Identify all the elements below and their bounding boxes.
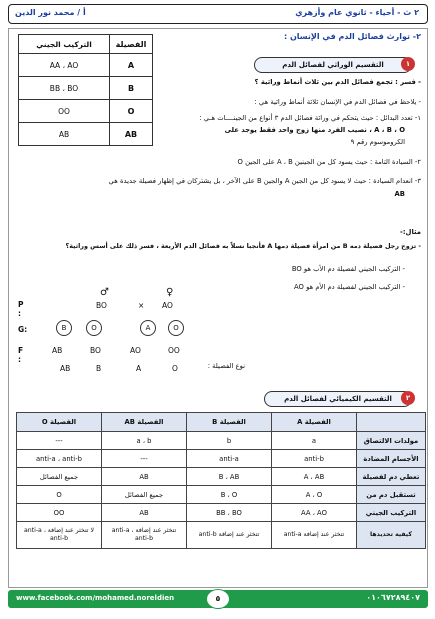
offspring-phenotype: O — [172, 364, 178, 373]
table-cell: O — [17, 486, 102, 504]
genetic-classification-heading — [254, 57, 412, 73]
table-cell: b — [187, 432, 272, 450]
table-cell: A ، AB — [272, 468, 357, 486]
genotype-cell: OO — [19, 100, 110, 123]
section-number-badge: ١ — [401, 57, 415, 71]
table-cell: AA ، AO — [272, 504, 357, 522]
offspring-genotype: OO — [168, 346, 180, 355]
page-header — [8, 4, 428, 24]
table-row — [19, 54, 153, 77]
heading-label: التقسيم الوراثي لفصائل الدم — [282, 61, 384, 69]
offspring-genotype: BO — [90, 346, 101, 355]
father-genotype: - التركيب الجيني لفصيلة دم الأب هو BO — [291, 265, 405, 273]
genotype-cell: AB — [19, 123, 110, 146]
gamete-circle: O — [168, 320, 184, 336]
table-row — [17, 522, 426, 549]
gametes-label: G: — [18, 325, 28, 334]
table-cell: BB ، BO — [187, 504, 272, 522]
phone-number: ٠١٠٦٧٢٨٩٤٠٧ — [366, 593, 420, 602]
offspring-label: F : — [18, 346, 24, 364]
table-row — [17, 486, 426, 504]
point-codominance: ٣- انعدام السيادة : حيث لا يسود كل من الجين A والجين B على الآخر ، بل يشتركان في إظهار فصيلة جديدة هي — [108, 177, 421, 185]
table-row — [19, 100, 153, 123]
table-cell: anti-b — [272, 450, 357, 468]
table-cell: anti-a ، anti-b — [17, 450, 102, 468]
table-cell: anti-a — [187, 450, 272, 468]
column-header: الفصيلة O — [17, 413, 102, 432]
row-header: الأجسام المضادة — [357, 450, 426, 468]
table-cell: جميع الفصائل — [17, 468, 102, 486]
table-row — [17, 468, 426, 486]
chemical-classification-heading — [264, 391, 412, 407]
table-header-group: الفصيلة — [110, 35, 153, 54]
offspring-phenotype: A — [136, 364, 142, 373]
point-codominance-result: AB — [394, 190, 405, 198]
gamete-circle: A — [140, 320, 156, 336]
table-cell: لا تتخثر عند إضافة anti-a ، anti-b — [17, 522, 102, 549]
question-line: - فسر : تجمع فصائل الدم بين ثلاث أنماط وراثية ؟ — [254, 78, 421, 86]
female-symbol: ♀ — [166, 287, 174, 298]
offspring-genotype: AO — [130, 346, 141, 355]
group-cell: AB — [110, 123, 153, 146]
column-header: الفصيلة A — [272, 413, 357, 432]
course-title: ٢ ث - أحياء - ثانوي عام وأزهري — [295, 8, 419, 17]
note-line: - يلاحظ في فصائل الدم في الإنسان ثلاثة أنماط وراثية هي : — [254, 98, 421, 106]
blood-group-properties-table — [16, 412, 426, 549]
offspring-genotype: AB — [52, 346, 63, 355]
male-symbol: ♂ — [100, 287, 109, 298]
father-genotype-cross: BO — [96, 301, 107, 310]
column-header: الفصيلة B — [187, 413, 272, 432]
mother-genotype: - التركيب الجيني لفصيلة دم الأم هو AO — [294, 283, 405, 291]
table-cell: B ، AB — [187, 468, 272, 486]
facebook-link[interactable]: www.facebook.com/mohamed.noreldien — [16, 594, 175, 602]
section-number-badge: ٢ — [401, 391, 415, 405]
row-header: التركيب الجيني — [357, 504, 426, 522]
column-header: الفصيلة AB — [102, 413, 187, 432]
table-row — [19, 123, 153, 146]
blood-group-genotype-table — [18, 34, 153, 146]
table-cell: تتخثر عند إضافة anti-a — [272, 522, 357, 549]
gamete-circle: O — [86, 320, 102, 336]
table-row — [19, 77, 153, 100]
table-cell: AB — [102, 468, 187, 486]
table-cell: A ، O — [272, 486, 357, 504]
section-title: ٢- توارث فصائل الدم في الإنسان : — [283, 32, 421, 41]
table-cell: --- — [102, 450, 187, 468]
point-multiple-alleles-chromosome: الكروموسوم رقم ٩ — [350, 138, 405, 146]
row-header: كيفية تحديدها — [357, 522, 426, 549]
example-label: مثال:- — [400, 228, 421, 236]
row-header: مولدات الالتصاق — [357, 432, 426, 450]
point-multiple-alleles-cont: A ، B ، O ، نصيب الفرد منها زوج واحد فقط يوجد على — [224, 126, 405, 134]
table-cell: a — [272, 432, 357, 450]
point-multiple-alleles: ١- تعدد البدائل : حيث يتحكم في وراثة فصائل الدم ٣ أنواع من الجينــــات هـي : — [199, 114, 421, 122]
table-cell: a ، b — [102, 432, 187, 450]
genotype-cell: AA ، AO — [19, 54, 110, 77]
table-row — [17, 504, 426, 522]
example-question: - تزوج رجل فصيلة دمه B من امرأة فصيلة دمها A فأنجبا نسلاً به فصائل الدم الأربعة ، فسر ذلك على أسس وراثية؟ — [65, 242, 421, 250]
table-cell: تتخثر عند إضافة anti-a ، anti-b — [102, 522, 187, 549]
table-cell: OO — [17, 504, 102, 522]
table-corner — [357, 413, 426, 432]
heading-label: التقسيم الكيميائي لفصائل الدم — [284, 395, 392, 403]
author-name: أ / محمد نور الدين — [15, 8, 86, 17]
offspring-phenotype: B — [96, 364, 102, 373]
group-cell: B — [110, 77, 153, 100]
table-row — [17, 450, 426, 468]
row-header: تعطي دم لفصيلة — [357, 468, 426, 486]
table-row — [17, 432, 426, 450]
table-cell: جميع الفصائل — [102, 486, 187, 504]
group-cell: O — [110, 100, 153, 123]
point-complete-dominance: ٢- السيادة التامة : حيث يسود كل من الجينين A ، B على الجين O — [237, 158, 421, 166]
table-cell: B ، O — [187, 486, 272, 504]
table-cell: تتخثر عند إضافة anti-b — [187, 522, 272, 549]
mother-genotype-cross: AO — [162, 301, 173, 310]
parents-label: P : — [18, 300, 24, 318]
page-number: ٥ — [206, 589, 230, 609]
gamete-circle: B — [56, 320, 72, 336]
table-cell: --- — [17, 432, 102, 450]
genotype-cell: BB ، BO — [19, 77, 110, 100]
row-header: تستقبل دم من — [357, 486, 426, 504]
phenotype-caption: نوع الفصيلة : — [207, 362, 245, 370]
cross-symbol: × — [138, 301, 145, 310]
offspring-phenotype: AB — [60, 364, 71, 373]
table-header-genotype: التركيب الجيني — [19, 35, 110, 54]
table-cell: AB — [102, 504, 187, 522]
group-cell: A — [110, 54, 153, 77]
